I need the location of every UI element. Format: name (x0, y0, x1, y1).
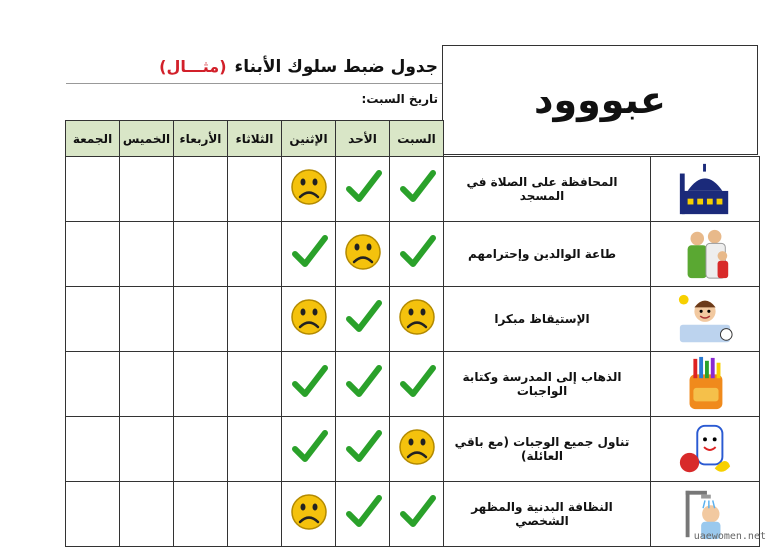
meal-icon (676, 420, 734, 478)
day-header: الجمعة (66, 121, 120, 157)
day-cell[interactable] (390, 157, 444, 222)
behavior-image-cell (651, 287, 760, 352)
day-cell[interactable] (390, 482, 444, 547)
family-icon (676, 225, 734, 283)
day-cell[interactable] (174, 157, 228, 222)
behavior-label: النظافة البدنية والمظهر الشخصي (444, 482, 651, 547)
day-cell[interactable] (120, 157, 174, 222)
behavior-label: تناول جميع الوجبات (مع باقي العائلة) (444, 417, 651, 482)
header-spacer (651, 121, 760, 157)
day-cell[interactable] (282, 222, 336, 287)
checkmark-icon (397, 232, 437, 272)
behavior-row (66, 287, 760, 352)
day-cell[interactable] (66, 352, 120, 417)
checkmark-icon (343, 427, 383, 467)
day-cell[interactable] (282, 482, 336, 547)
day-cell[interactable] (282, 352, 336, 417)
day-cell[interactable] (174, 352, 228, 417)
day-header: الخميس (120, 121, 174, 157)
day-cell[interactable] (336, 287, 390, 352)
day-cell[interactable] (120, 417, 174, 482)
behavior-row (66, 482, 760, 547)
day-cell[interactable] (282, 157, 336, 222)
day-cell[interactable] (336, 417, 390, 482)
day-header: السبت (390, 121, 444, 157)
checkmark-icon (343, 362, 383, 402)
day-cell[interactable] (228, 352, 282, 417)
checkmark-icon (397, 362, 437, 402)
day-cell[interactable] (228, 222, 282, 287)
behavior-image-cell (651, 352, 760, 417)
behavior-label: المحافظة على الصلاة في المسجد (444, 157, 651, 222)
day-cell[interactable] (390, 287, 444, 352)
day-cell[interactable] (66, 222, 120, 287)
child-name: عبووود (533, 78, 667, 122)
school-bag-icon (676, 355, 734, 413)
checkmark-icon (289, 232, 329, 272)
day-cell[interactable] (228, 157, 282, 222)
behavior-row (66, 417, 760, 482)
example-tag: (مثـــال) (159, 57, 227, 76)
sad-face-icon (343, 232, 383, 272)
day-cell[interactable] (120, 222, 174, 287)
checkmark-icon (343, 297, 383, 337)
day-cell[interactable] (66, 287, 120, 352)
checkmark-icon (289, 427, 329, 467)
day-cell[interactable] (336, 222, 390, 287)
behavior-grid (65, 120, 760, 547)
day-cell[interactable] (66, 157, 120, 222)
checkmark-icon (397, 492, 437, 532)
day-cell[interactable] (336, 482, 390, 547)
behavior-row (66, 222, 760, 287)
checkmark-icon (343, 492, 383, 532)
day-cell[interactable] (336, 352, 390, 417)
grid-body (66, 157, 760, 547)
behavior-image-cell (651, 157, 760, 222)
behavior-row (66, 352, 760, 417)
watermark: uaewomen.net (693, 531, 766, 542)
behavior-label: الإستيقاظ مبكرا (444, 287, 651, 352)
day-header: الثلاثاء (228, 121, 282, 157)
checkmark-icon (343, 167, 383, 207)
day-cell[interactable] (390, 417, 444, 482)
sad-face-icon (289, 492, 329, 532)
mosque-icon (676, 160, 734, 218)
day-cell[interactable] (390, 352, 444, 417)
day-cell[interactable] (390, 222, 444, 287)
day-cell[interactable] (120, 352, 174, 417)
day-cell[interactable] (174, 482, 228, 547)
chart-title: جدول ضبط سلوك الأبناء (234, 56, 438, 77)
day-cell[interactable] (336, 157, 390, 222)
checkmark-icon (289, 362, 329, 402)
wake-up-icon (676, 290, 734, 348)
day-cell[interactable] (228, 482, 282, 547)
day-header: الأحد (336, 121, 390, 157)
behavior-row (66, 157, 760, 222)
day-cell[interactable] (282, 287, 336, 352)
day-header-row (66, 121, 760, 157)
day-cell[interactable] (174, 417, 228, 482)
checkmark-icon (397, 167, 437, 207)
sad-face-icon (397, 427, 437, 467)
behavior-label: طاعة الوالدين وإحترامهم (444, 222, 651, 287)
behavior-image-cell (651, 222, 760, 287)
title-row (66, 50, 442, 84)
day-header: الأربعاء (174, 121, 228, 157)
behavior-label: الذهاب إلى المدرسة وكتابة الواجبات (444, 352, 651, 417)
day-cell[interactable] (174, 222, 228, 287)
day-cell[interactable] (228, 417, 282, 482)
day-cell[interactable] (120, 482, 174, 547)
sad-face-icon (289, 297, 329, 337)
header-spacer (444, 121, 651, 157)
day-cell[interactable] (66, 417, 120, 482)
day-cell[interactable] (66, 482, 120, 547)
day-cell[interactable] (174, 287, 228, 352)
day-header: الإثنين (282, 121, 336, 157)
sad-face-icon (397, 297, 437, 337)
behavior-image-cell (651, 417, 760, 482)
sad-face-icon (289, 167, 329, 207)
date-label: تاريخ السبت: (361, 92, 438, 106)
day-cell[interactable] (120, 287, 174, 352)
day-cell[interactable] (282, 417, 336, 482)
day-cell[interactable] (228, 287, 282, 352)
